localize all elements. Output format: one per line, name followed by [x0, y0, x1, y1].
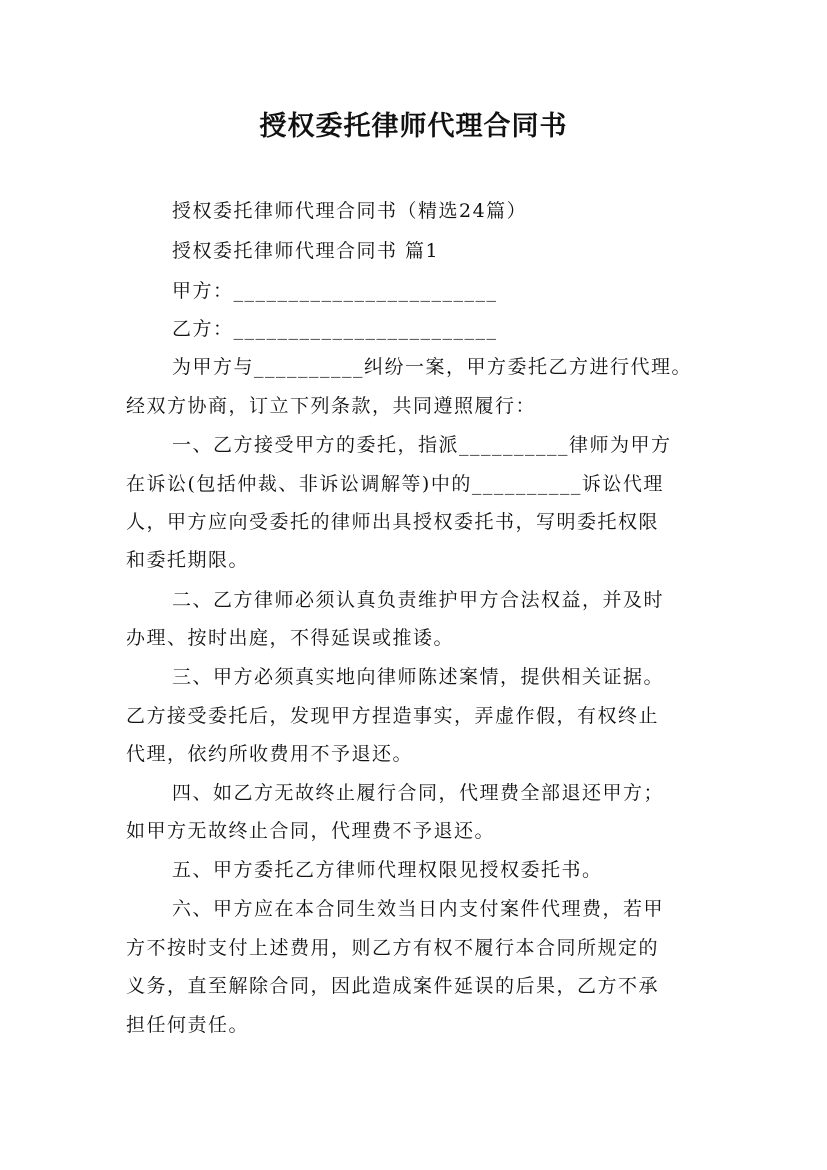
- paragraph-line: 二、乙方律师必须认真负责维护甲方合法权益，并及时: [172, 589, 665, 611]
- paragraph-line: 和委托期限。: [126, 549, 250, 571]
- paragraph-line: 办理、按时出庭，不得延误或推诿。: [126, 627, 455, 649]
- paragraph-line: 一、乙方接受甲方的委托，指派__________律师为甲方: [172, 434, 672, 456]
- paragraph-line: 在诉讼(包括仲裁、非诉讼调解等)中的__________诉讼代理: [126, 473, 664, 495]
- paragraph-line: 六、甲方应在本合同生效当日内支付案件代理费，若甲: [172, 898, 665, 920]
- paragraph-line: 人，甲方应向受委托的律师出具授权委托书，写明委托权限: [126, 511, 660, 533]
- paragraph-line: 经双方协商，订立下列条款，共同遵照履行：: [126, 395, 537, 417]
- paragraph-line: 五、甲方委托乙方律师代理权限见授权委托书。: [172, 859, 603, 881]
- paragraph-line: 四、如乙方无故终止履行合同，代理费全部退还甲方；: [172, 782, 665, 804]
- paragraph-line: 担任何责任。: [126, 1014, 250, 1036]
- paragraph-line: 方不按时支付上述费用，则乙方有权不履行本合同所规定的: [126, 937, 660, 959]
- party-b-line: 乙方：________________________: [172, 318, 498, 340]
- paragraph-line: 如甲方无故终止合同，代理费不予退还。: [126, 820, 496, 842]
- document-title: 授权委托律师代理合同书: [259, 111, 568, 142]
- paragraph-line: 为甲方与__________纠纷一案，甲方委托乙方进行代理。: [172, 356, 693, 378]
- subtitle-line: 授权委托律师代理合同书（精选24篇）: [172, 200, 528, 222]
- paragraph-line: 代理，依约所收费用不予退还。: [126, 743, 414, 765]
- section-heading: 授权委托律师代理合同书 篇1: [172, 240, 440, 262]
- paragraph-line: 乙方接受委托后，发现甲方捏造事实，弄虚作假，有权终止: [126, 705, 660, 727]
- party-a-line: 甲方：________________________: [172, 280, 498, 302]
- paragraph-line: 义务，直至解除合同，因此造成案件延误的后果，乙方不承: [126, 975, 660, 997]
- paragraph-line: 三、甲方必须真实地向律师陈述案情，提供相关证据。: [172, 666, 665, 688]
